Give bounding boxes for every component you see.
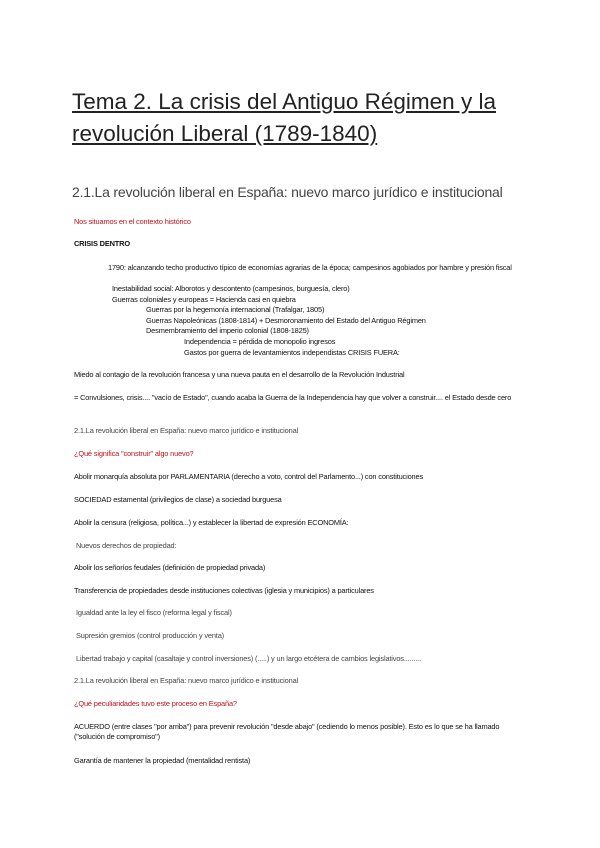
text-miedo: Miedo al contagio de la revolución francesa y una nueva pauta en el desarrollo de la Revolución Industrial [74, 370, 405, 379]
text-inestabilidad: Inestabilidad social: Alborotos y descontento (campesinos, burguesía, clero) [112, 284, 350, 293]
text-guerras-coloniales: Guerras coloniales y europeas = Hacienda casi en quiebra [112, 295, 296, 304]
text-abolir-monarquia: Abolir monarquía absoluta por PARLAMENTARIA (derecho a voto, control del Parlamento...) con constituciones [74, 472, 424, 481]
text-libertad: Libertad trabajo y capital (casaltaje y control inversiones) (.....) y un largo etcétera de cambios legislativos......... [76, 654, 421, 663]
text-convulsiones: = Convulsiones, crisis.... "vacío de Estado", cuando acaba la Guerra de la Independencia hay que volver a construir.... el Estado desde cero [74, 393, 512, 402]
text-nuevos-derechos: Nuevos derechos de propiedad: [76, 541, 177, 550]
crisis-dentro-label: CRISIS DENTRO [74, 239, 130, 248]
text-igualdad: Igualdad ante la ley el fisco (reforma legal y fiscal) [76, 608, 232, 617]
text-gastos: Gastos por guerra de levantamientos independistas CRISIS FUERA: [184, 348, 400, 357]
text-garantia: Garantía de mantener la propiedad (mentalidad rentista) [74, 756, 251, 765]
page-title: Tema 2. La crisis del Antiguo Régimen y la revolución Liberal (1789-1840) [72, 89, 496, 146]
text-independencia: Independencia = pérdida de monopolio ingresos [184, 337, 336, 346]
question-peculiaridades: ¿Qué peculiaridades tuvo este proceso en España? [74, 699, 237, 708]
question-construir: ¿Qué significa "construir" algo nuevo? [74, 449, 194, 458]
text-transferencia: Transferencia de propiedades desde instituciones colectivas (iglesia y municipios) a particulares [74, 586, 374, 595]
text-desmembramiento: Desmembramiento del imperio colonial (1808-1825) [146, 326, 309, 335]
section-subtitle: 2.1.La revolución liberal en España: nuevo marco jurídico e institucional [72, 184, 503, 200]
repeat-subtitle-1: 2.1.La revolución liberal en España: nuevo marco jurídico e institucional [74, 426, 299, 435]
text-acuerdo: ACUERDO (entre clases "por arriba") para prevenir revolución "desde abajo" (cediendo lo menos posible). Esto es lo que se ha llamado ("solución de compromiso") [74, 722, 500, 741]
text-guerras-napoleonicas: Guerras Napoleónicas (1808-1814) + Desmoronamiento del Estado del Antiguo Régimen [146, 316, 426, 325]
text-abolir-senorios: Abolir los señoríos feudales (definición de propiedad privada) [74, 563, 266, 572]
text-guerras-hegemonia: Guerras por la hegemonía internacional (Trafalgar, 1805) [146, 305, 325, 314]
text-abolir-censura: Abolir la censura (religiosa, política...) y establecer la libertad de expresión ECONOMÍA: [74, 518, 349, 527]
repeat-subtitle-2: 2.1.La revolución liberal en España: nuevo marco jurídico e institucional [74, 676, 299, 685]
section-heading-context: Nos situamos en el contexto histórico [74, 217, 191, 226]
text-sociedad: SOCIEDAD estamental (privilegios de clase) a sociedad burguesa [74, 495, 282, 504]
text-supresion: Supresión gremios (control producción y venta) [76, 631, 224, 640]
text-1790: 1790: alcanzando techo productivo típico de economías agrarias de la época; campesinos agobiados por hambre y presión fiscal [108, 263, 512, 272]
